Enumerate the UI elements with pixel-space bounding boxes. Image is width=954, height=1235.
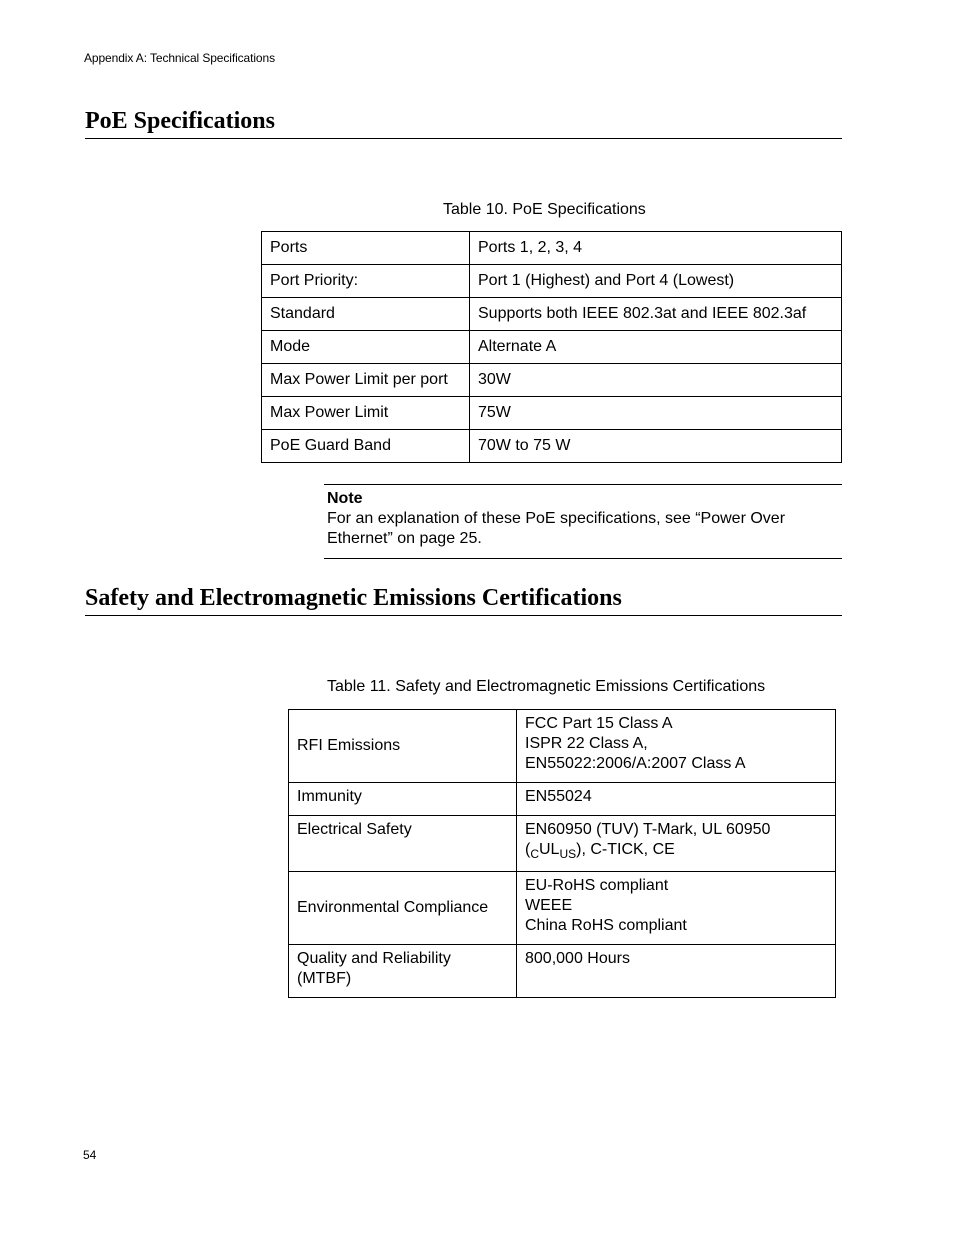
table-row xyxy=(289,945,836,998)
cert-label-line: (MTBF) xyxy=(297,970,352,987)
note-box xyxy=(324,484,842,559)
cert-label: RFI Emissions xyxy=(289,710,517,783)
cert-label: Environmental Compliance xyxy=(289,872,517,945)
spec-label: Max Power Limit xyxy=(262,397,470,430)
cert-label xyxy=(289,945,517,998)
cert-label-line: Quality and Reliability xyxy=(297,950,451,967)
note-title: Note xyxy=(327,490,363,507)
table-row xyxy=(262,364,842,397)
page-number: 54 xyxy=(83,1148,97,1162)
spec-label: Port Priority: xyxy=(262,265,470,298)
spec-value: 70W to 75 W xyxy=(470,430,842,463)
cert-value-line xyxy=(525,840,827,860)
table-row xyxy=(262,265,842,298)
note-text: For an explanation of these PoE specifications, see “Power Over Ethernet” on page 25. xyxy=(327,510,786,547)
cert-label: Electrical Safety xyxy=(289,816,517,872)
spec-value: Ports 1, 2, 3, 4 xyxy=(470,232,842,265)
cert-value-line: EU-RoHS compliant xyxy=(525,877,669,894)
table-row xyxy=(262,298,842,331)
table-row xyxy=(289,872,836,945)
running-header: Appendix A: Technical Specifications xyxy=(84,51,275,65)
safety-cert-table xyxy=(288,709,836,998)
table-row xyxy=(262,232,842,265)
table-row xyxy=(262,430,842,463)
spec-value: Supports both IEEE 802.3at and IEEE 802.3af xyxy=(470,298,842,331)
spec-label: PoE Guard Band xyxy=(262,430,470,463)
cert-value: EN55024 xyxy=(517,783,836,816)
cert-value xyxy=(517,816,836,872)
cert-value-line: EN60950 (TUV) T-Mark, UL 60950 xyxy=(525,821,771,838)
table-row xyxy=(262,331,842,364)
subscript-us: US xyxy=(559,847,577,861)
spec-label: Mode xyxy=(262,331,470,364)
poe-table-caption: Table 10. PoE Specifications xyxy=(443,201,646,218)
cert-value-line: ISPR 22 Class A, xyxy=(525,735,648,752)
cert-value-line: FCC Part 15 Class A xyxy=(525,715,673,732)
safety-section-heading: Safety and Electromagnetic Emissions Certifications xyxy=(85,584,842,616)
poe-section-heading: PoE Specifications xyxy=(85,107,842,139)
cert-value xyxy=(517,872,836,945)
spec-label: Standard xyxy=(262,298,470,331)
cert-tail: ), C-TICK, CE xyxy=(576,841,675,858)
spec-label: Ports xyxy=(262,232,470,265)
table-row xyxy=(289,783,836,816)
table-row xyxy=(262,397,842,430)
table-row xyxy=(289,710,836,783)
cert-value xyxy=(517,710,836,783)
spec-value: Alternate A xyxy=(470,331,842,364)
spec-value: 75W xyxy=(470,397,842,430)
spec-value: Port 1 (Highest) and Port 4 (Lowest) xyxy=(470,265,842,298)
cert-value-line: China RoHS compliant xyxy=(525,917,687,934)
ul-mark: UL xyxy=(539,841,560,858)
cert-value: 800,000 Hours xyxy=(517,945,836,998)
cert-value-line: WEEE xyxy=(525,897,573,914)
poe-spec-table xyxy=(261,231,842,463)
paren-open: ( xyxy=(525,841,531,858)
table-row xyxy=(289,816,836,872)
cert-label: Immunity xyxy=(289,783,517,816)
spec-value: 30W xyxy=(470,364,842,397)
cert-value-line: EN55022:2006/A:2007 Class A xyxy=(525,755,746,772)
subscript-c: C xyxy=(530,847,539,861)
spec-label: Max Power Limit per port xyxy=(262,364,470,397)
safety-table-caption: Table 11. Safety and Electromagnetic Emissions Certifications xyxy=(327,678,766,695)
